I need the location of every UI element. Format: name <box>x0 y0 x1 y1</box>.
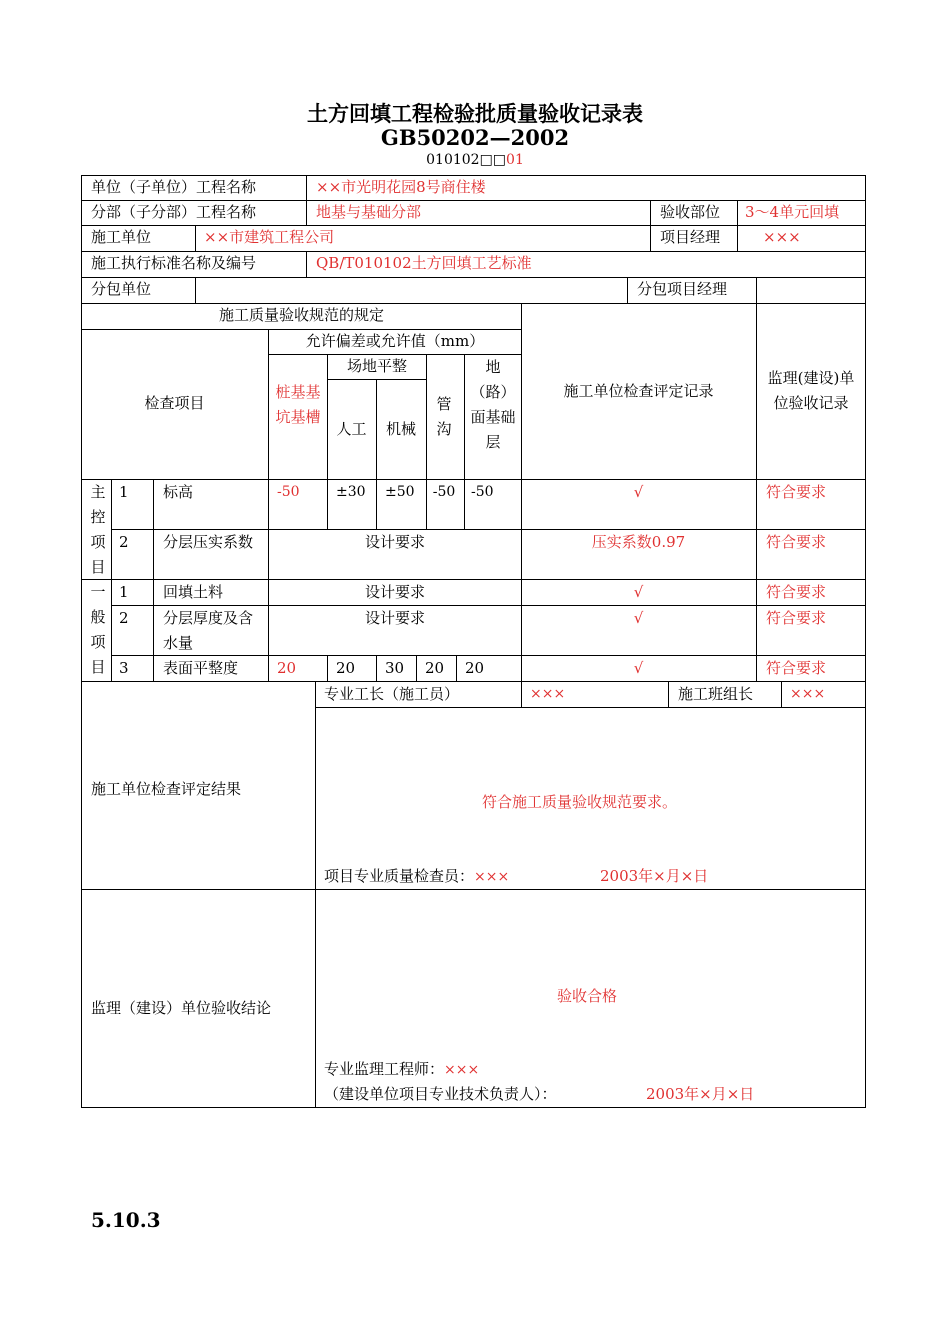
row4-requirement: 设计要求 <box>364 609 425 627</box>
inspect-part-label: 验收部位 <box>660 203 721 221</box>
tolerance-header: 允许偏差或允许值（mm） <box>305 332 485 350</box>
row5-record: √ <box>633 659 644 677</box>
row1-item: 标高 <box>163 483 194 501</box>
row1-result: 符合要求 <box>766 483 827 501</box>
standard-value: QB/T010102土方回填工艺标准 <box>316 254 532 272</box>
foreman-label: 专业工长（施工员） <box>324 685 460 703</box>
row4-no: 2 <box>119 609 129 627</box>
row3-result: 符合要求 <box>766 583 827 601</box>
row5-no: 3 <box>119 659 129 677</box>
row2-result: 符合要求 <box>766 533 827 551</box>
row1-road: -50 <box>471 484 494 500</box>
col-road-header: 地（路）面基础层 <box>470 358 516 451</box>
contractor-value: ××市建筑工程公司 <box>204 228 335 246</box>
project-name-value: ××市光明花园8号商住楼 <box>316 178 486 196</box>
owner-representative-label: （建设单位项目专业技术负责人）： <box>324 1085 557 1103</box>
form-code-prefix: 010102□□ <box>426 152 507 168</box>
project-manager-label: 项目经理 <box>660 228 721 246</box>
subcontractor-label: 分包单位 <box>91 280 152 298</box>
supervision-conclusion: 验收合格 <box>557 987 618 1005</box>
inspect-part-value: 3～4单元回填 <box>745 203 840 221</box>
row1-record: √ <box>633 483 644 501</box>
row5-item: 表面平整度 <box>163 659 239 677</box>
division-value: 地基与基础分部 <box>316 203 422 221</box>
main-control-group: 主控项目 <box>90 483 106 576</box>
project-manager-value: ××× <box>763 228 801 246</box>
section-number: 5.10.3 <box>91 1208 161 1232</box>
quality-inspector-value: ××× <box>474 869 510 885</box>
row2-no: 2 <box>119 533 129 551</box>
supervising-engineer-label: 专业监理工程师： <box>324 1060 445 1078</box>
foreman-value: ××× <box>530 686 566 702</box>
col-site-header: 场地平整 <box>346 357 407 375</box>
row5-road: 20 <box>465 659 485 677</box>
row1-machine: ±50 <box>385 484 415 500</box>
sub-pm-label: 分包项目经理 <box>637 280 728 298</box>
spec-header: 施工质量验收规范的规定 <box>218 306 384 324</box>
form-code-suffix: 01 <box>506 152 524 168</box>
standard-code: GB50202—2002 <box>380 125 570 150</box>
division-label: 分部（子分部）工程名称 <box>91 203 257 221</box>
col-pipe-header: 管沟 <box>436 395 452 438</box>
row2-requirement: 设计要求 <box>364 533 425 551</box>
form-code <box>0 152 950 168</box>
col-manual-header: 人工 <box>336 420 367 438</box>
quality-inspector-label: 项目专业质量检查员： <box>324 867 475 885</box>
row4-record: √ <box>633 609 644 627</box>
quality-inspector <box>324 864 509 890</box>
contractor-label: 施工单位 <box>91 228 152 246</box>
team-leader-value: ××× <box>790 686 826 702</box>
col-pile-header: 桩基基坑基槽 <box>275 383 321 426</box>
general-group: 一般项目 <box>90 583 106 676</box>
team-leader-label: 施工班组长 <box>678 685 754 703</box>
row5-machine: 30 <box>385 659 405 677</box>
construction-conclusion: 符合施工质量验收规范要求。 <box>482 793 678 811</box>
row1-no: 1 <box>119 483 129 501</box>
row5-manual: 20 <box>336 659 356 677</box>
construction-result-label: 施工单位检查评定结果 <box>91 780 242 798</box>
row3-requirement: 设计要求 <box>364 583 425 601</box>
supervision-label: 监理（建设）单位验收结论 <box>91 999 272 1017</box>
row5-pipe: 20 <box>425 659 445 677</box>
form-title: 土方回填工程检验批质量验收记录表 <box>307 101 643 126</box>
row4-item: 分层厚度及含水量 <box>163 609 254 652</box>
row3-item: 回填土料 <box>163 583 224 601</box>
row3-no: 1 <box>119 583 129 601</box>
row3-record: √ <box>633 583 644 601</box>
row5-result: 符合要求 <box>766 659 827 677</box>
supervising-engineer <box>324 1057 479 1083</box>
col-machine-header: 机械 <box>385 420 416 438</box>
row5-pile: 20 <box>277 659 297 677</box>
supervise-header: 监理(建设)单位验收记录 <box>767 369 855 412</box>
row2-record: 压实系数0.97 <box>591 533 686 551</box>
supervising-engineer-value: ××× <box>444 1062 480 1078</box>
project-name-label: 单位（子单位）工程名称 <box>91 178 257 196</box>
row1-manual: ±30 <box>336 484 366 500</box>
supervision-date: 2003年×月×日 <box>646 1085 755 1103</box>
row1-pipe: -50 <box>432 484 456 500</box>
row1-pile: -50 <box>277 484 300 500</box>
record-header: 施工单位检查评定记录 <box>563 382 714 400</box>
standard-label: 施工执行标准名称及编号 <box>91 254 257 272</box>
check-item-header: 检查项目 <box>144 394 205 412</box>
row2-item: 分层压实系数 <box>163 533 254 551</box>
construction-date: 2003年×月×日 <box>600 867 709 885</box>
row4-result: 符合要求 <box>766 609 827 627</box>
